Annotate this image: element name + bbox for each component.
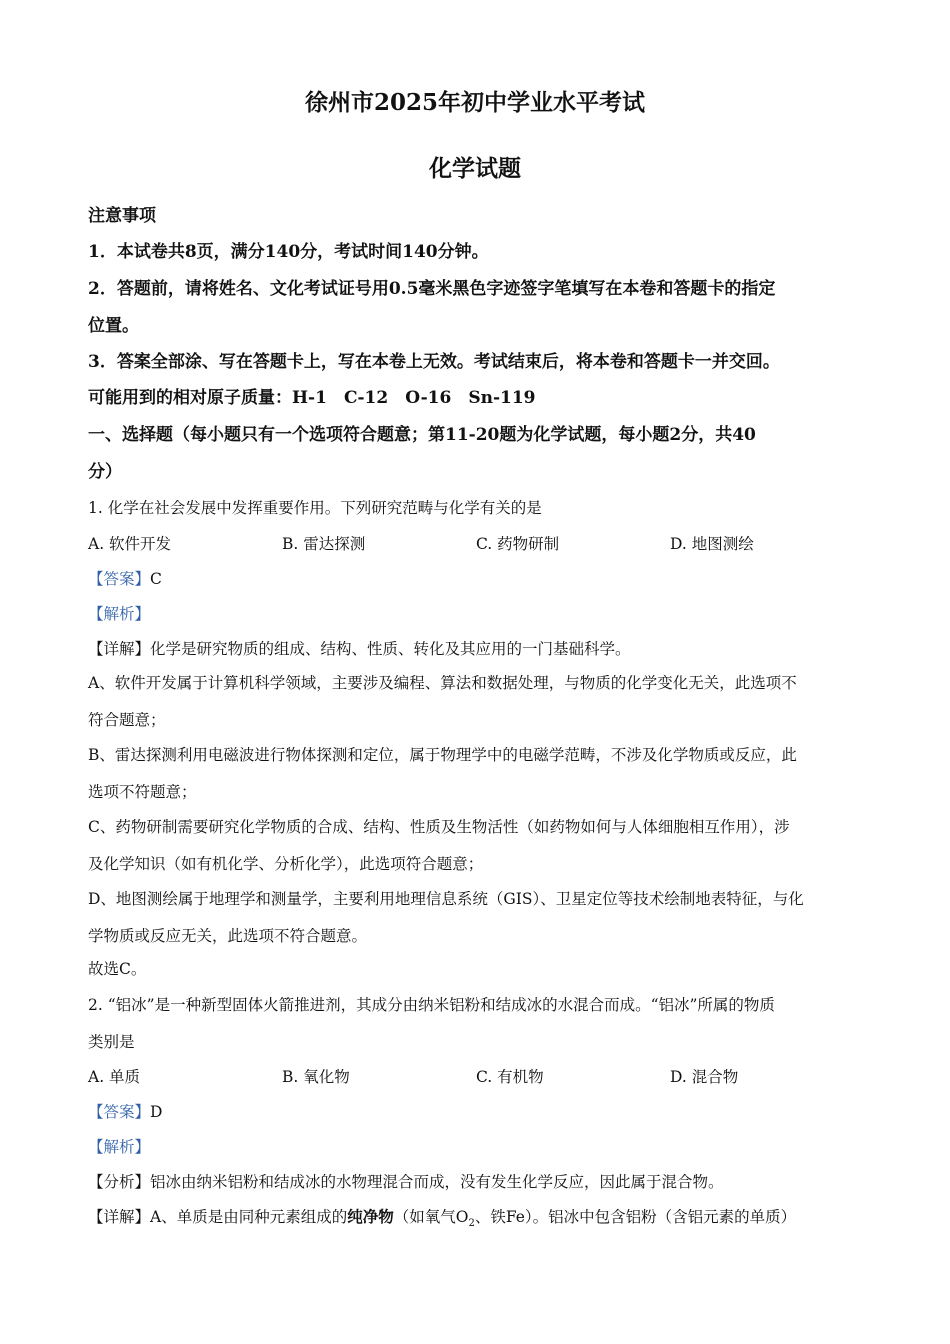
analysis-text: 铝冰由纳米铝粉和结成冰的水物理混合而成，没有发生化学反应，因此属于混合物。 xyxy=(150,1173,724,1191)
q1-analysis-label: 【解析】 xyxy=(88,605,151,623)
notice-item-2-cont: 位置。 xyxy=(88,316,139,336)
q1-stem: 1. 化学在社会发展中发挥重要作用。下列研究范畴与化学有关的是 xyxy=(88,499,542,517)
page-title: 徐州市2025年初中学业水平考试 xyxy=(304,89,645,116)
analysis-sub-label: 【分析】 xyxy=(88,1173,151,1191)
detail-bold-term: 纯净物 xyxy=(347,1207,394,1226)
q2-option-a: A. 单质 xyxy=(88,1068,141,1086)
q2-stem-cont: 类别是 xyxy=(88,1033,135,1051)
q1-option-b: B. 雷达探测 xyxy=(282,535,366,553)
q2-option-d: D. 混合物 xyxy=(670,1068,739,1086)
q1-detail xyxy=(88,638,868,660)
q1-line: C、药物研制需要研究化学物质的合成、结构、性质及生物活性（如药物如何与人体细胞相互作用），涉 xyxy=(88,818,790,836)
q2-detail xyxy=(88,1206,868,1235)
subscript: 2 xyxy=(468,1218,475,1230)
q1-option-a: A. 软件开发 xyxy=(88,535,172,553)
detail-text: 、铁Fe）。铝冰中包含铝粉（含铝元素的单质） xyxy=(474,1208,797,1226)
atomic-mass-line: 可能用到的相对原子质量：H-1 C-12 O-16 Sn-119 xyxy=(88,388,536,408)
answer-value: D xyxy=(150,1103,163,1121)
q1-option-c: C. 药物研制 xyxy=(476,535,560,553)
q1-line: 故选C。 xyxy=(88,960,147,978)
detail-text: A、单质是由同种元素组成的 xyxy=(150,1208,348,1226)
q1-line: 选项不符题意； xyxy=(88,783,197,801)
q2-option-c: C. 有机物 xyxy=(476,1068,544,1086)
q2-stem: 2. “铝冰”是一种新型固体火箭推进剂，其成分由纳米铝粉和结成冰的水混合而成。“铝冰”所属的物质 xyxy=(88,996,775,1014)
answer-label: 【答案】 xyxy=(88,1103,151,1121)
detail-text: （如氧气O xyxy=(393,1208,469,1226)
q1-line: D、地图测绘属于地理学和测量学，主要利用地理信息系统（GIS）、卫星定位等技术绘制地表特征，与化 xyxy=(88,890,804,908)
section-heading: 一、选择题（每小题只有一个选项符合题意；第11-20题为化学试题，每小题2分，共40 xyxy=(88,425,756,445)
q1-line: 及化学知识（如有机化学、分析化学），此选项符合题意； xyxy=(88,855,484,873)
page-subtitle: 化学试题 xyxy=(429,155,521,182)
q2-analysis xyxy=(88,1171,868,1193)
detail-label: 【详解】 xyxy=(88,1208,151,1226)
q2-answer xyxy=(88,1101,868,1123)
q1-line: B、雷达探测利用电磁波进行物体探测和定位，属于物理学中的电磁学范畴，不涉及化学物质或反应，此 xyxy=(88,746,797,764)
q1-option-d: D. 地图测绘 xyxy=(670,535,754,553)
detail-label: 【详解】 xyxy=(88,640,151,658)
q1-line: 学物质或反应无关，此选项不符合题意。 xyxy=(88,927,368,945)
notice-item-3: 3．答案全部涂、写在答题卡上，写在本卷上无效。考试结束后，将本卷和答题卡一并交回。 xyxy=(88,352,780,372)
q1-line: 符合题意； xyxy=(88,711,166,729)
answer-label: 【答案】 xyxy=(88,570,151,588)
answer-value: C xyxy=(150,570,162,588)
notice-item-2: 2．答题前，请将姓名、文化考试证号用0.5毫米黑色字迹签字笔填写在本卷和答题卡的指定 xyxy=(88,279,776,299)
notice-heading: 注意事项 xyxy=(88,206,156,226)
notice-item-1: 1．本试卷共8页，满分140分，考试时间140分钟。 xyxy=(88,242,489,262)
q1-answer xyxy=(88,568,868,590)
q2-analysis-label: 【解析】 xyxy=(88,1138,151,1156)
detail-text: 化学是研究物质的组成、结构、性质、转化及其应用的一门基础科学。 xyxy=(150,640,631,658)
q1-line: A、软件开发属于计算机科学领域，主要涉及编程、算法和数据处理，与物质的化学变化无关，此选项不 xyxy=(88,674,797,692)
q2-option-b: B. 氧化物 xyxy=(282,1068,350,1086)
section-heading-cont: 分） xyxy=(88,462,122,482)
